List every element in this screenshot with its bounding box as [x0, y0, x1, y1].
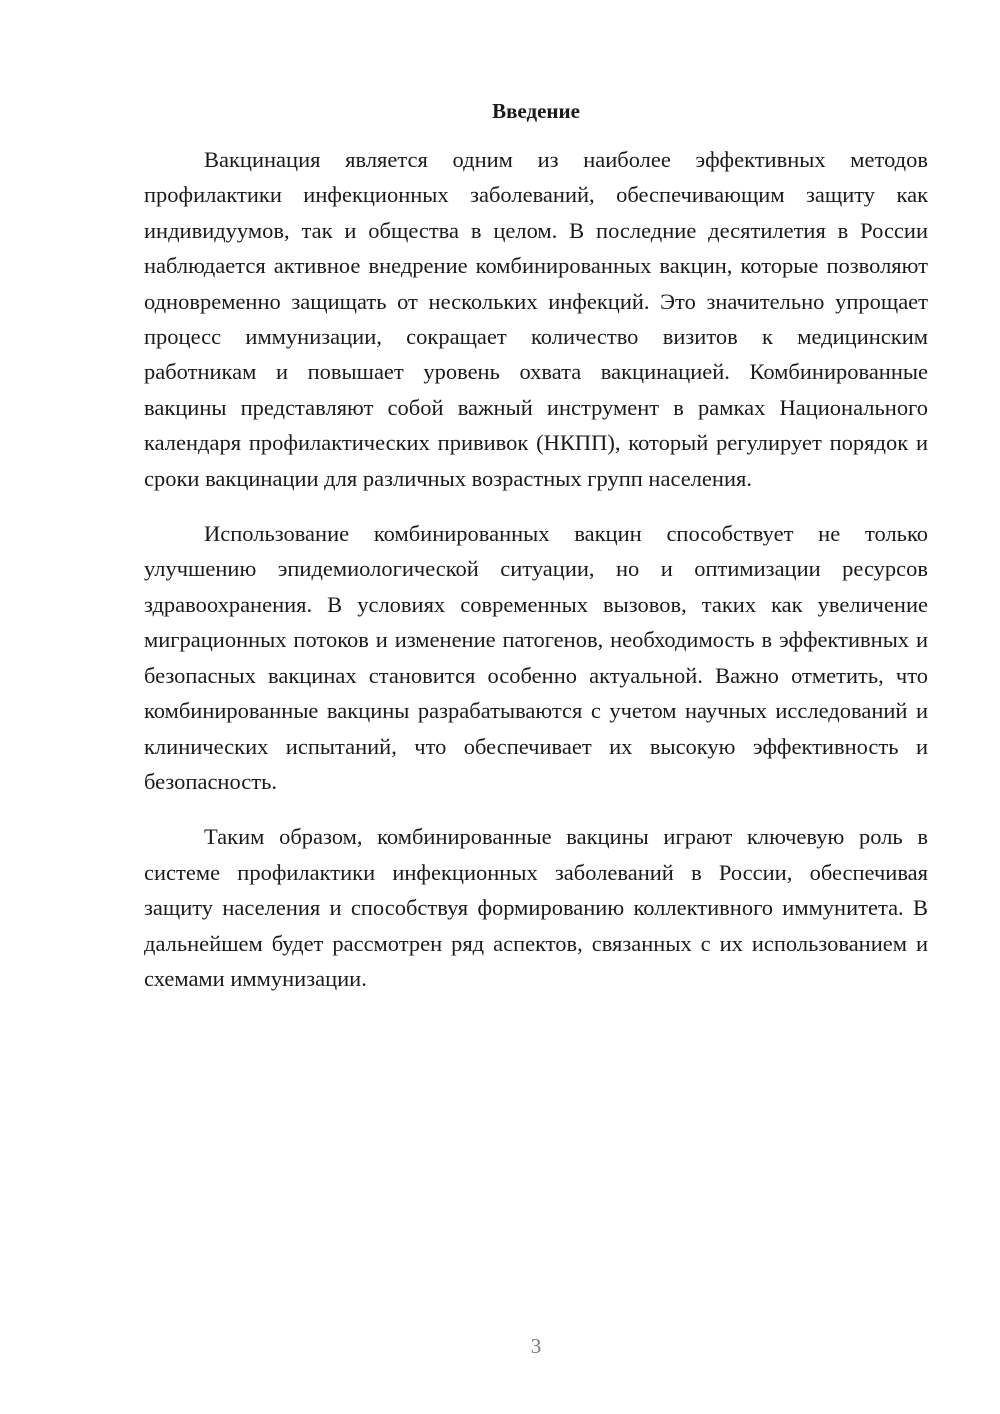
- body-text: [144, 142, 928, 1016]
- page-number: 3: [530, 1334, 542, 1358]
- paragraph-2: Использование комбинированных вакцин способствует не только улучшению эпидемиологической ситуации, но и оптимизации ресурсов здравоохранения. В условиях современных вызовов, таких как увеличение миграционных потоков и изменение патогенов, необходимость в эффективных и безопасных вакцинах становится особенно актуальной. Важно отметить, что комбинированные вакцины разрабатываются с учетом научных исследований и клинических испытаний, что обеспечивает их высокую эффективность и безопасность.: [144, 521, 928, 794]
- paragraph-1: Вакцинация является одним из наиболее эффективных методов профилактики инфекционных заболеваний, обеспечивающим защиту как индивидуумов, так и общества в целом. В последние десятилетия в России наблюдается активное внедрение комбинированных вакцин, которые позволяют одновременно защищать от нескольких инфекций. Это значительно упрощает процесс иммунизации, сокращает количество визитов к медицинским работникам и повышает уровень охвата вакцинацией. Комбинированные вакцины представляют собой важный инструмент в рамках Национального календаря профилактических прививок (НКПП), который регулирует порядок и сроки вакцинации для различных возрастных групп населения.: [144, 147, 928, 491]
- section-title: Введение: [492, 99, 580, 123]
- paragraph-3: Таким образом, комбинированные вакцины играют ключевую роль в системе профилактики инфекционных заболеваний в России, обеспечивая защиту населения и способствуя формированию коллективного иммунитета. В дальнейшем будет рассмотрен ряд аспектов, связанных с их использованием и схемами иммунизации.: [144, 824, 928, 991]
